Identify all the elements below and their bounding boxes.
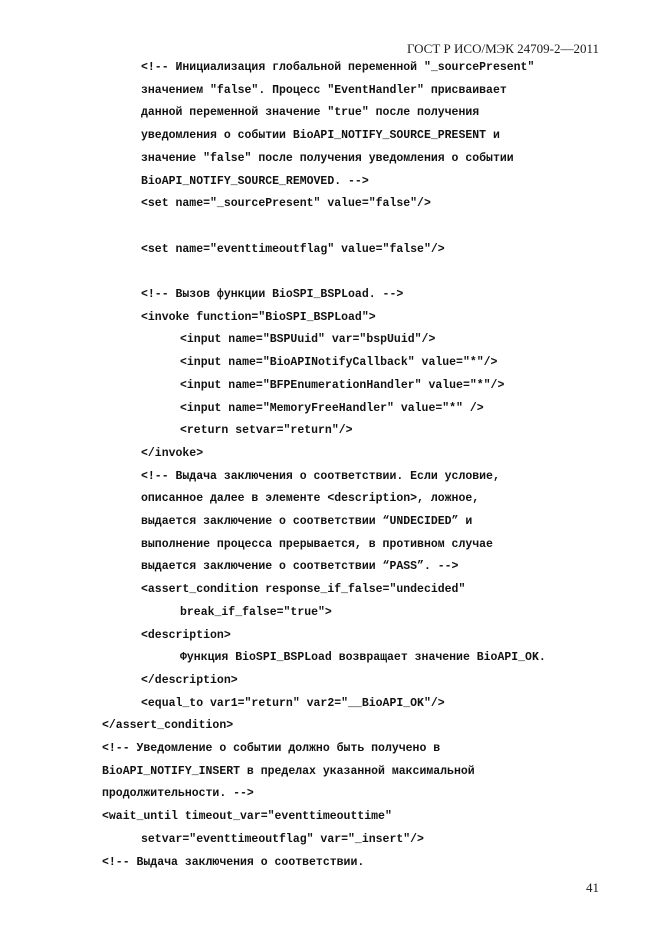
code-line: </assert_condition> [102,719,234,733]
code-line: <!-- Выдача заключения о соответствии. [102,855,365,869]
code-line: <equal_to var1="return" var2="__BioAPI_OK"/> [141,696,445,710]
code-line: <input name="BioAPINotifyCallback" value="*"/> [180,356,498,370]
code-line: <!-- Вызов функции BioSPI_BSPLoad. --> [141,288,404,301]
code-line: <description> [141,628,231,642]
code-line: выдается заключение о соответствии “PASS”. --> [141,560,459,574]
code-line: значением "false". Процесс "EventHandler" присваивает [141,83,507,97]
code-line: <input name="BSPUuid" var="bspUuid"/> [180,333,436,347]
code-line: значение "false" после получения уведомления о событии [141,151,514,165]
code-line: </invoke> [141,446,204,460]
code-line: <wait_until timeout_var="eventtimeouttime" [102,810,392,824]
code-line: <set name="eventtimeoutflag" value="false"/> [141,242,445,256]
code-line: BioAPI_NOTIFY_SOURCE_REMOVED. --> [141,174,369,188]
code-line: <set name="_sourcePresent" value="false"/> [141,197,431,211]
standard-header: ГОСТ Р ИСО/МЭК 24709-2—2011 [406,41,599,56]
code-line: </description> [141,673,238,687]
code-line: <!-- Выдача заключения о соответствии. Если условие, [141,469,500,483]
code-line: <assert_condition response_if_false="undecided" [141,583,466,597]
code-line: <return setvar="return"/> [180,424,353,438]
code-line: уведомления о событии BioAPI_NOTIFY_SOURCE_PRESENT и [141,129,500,143]
code-line: break_if_false="true"> [180,605,332,619]
code-line: setvar="eventtimeoutflag" var="_insert"/> [141,832,424,846]
code-line: <!-- Уведомление о событии должно быть получено в [102,742,441,755]
code-line: продолжительности. --> [102,787,254,801]
code-line: <input name="BFPEnumerationHandler" value="*"/> [180,378,505,392]
code-line: <input name="MemoryFreeHandler" value="*" /> [180,401,484,415]
code-line: BioAPI_NOTIFY_INSERT в пределах указанной максимальной [102,764,475,778]
code-line: <!-- Инициализация глобальной переменной "_sourcePresent" [141,61,535,74]
code-line: описанное далее в элементе <description>, ложное, [141,492,480,506]
code-line: Функция BioSPI_BSPLoad возвращает значение BioAPI_OK. [180,651,546,665]
code-line: выполнение процесса прерывается, в противном случае [141,537,493,551]
code-line: <invoke function="BioSPI_BSPLoad"> [141,310,376,324]
code-line: данной переменной значение "true" после получения [141,106,480,120]
page-number: 41 [586,880,599,895]
code-line: выдается заключение о соответствии “UNDECIDED” и [141,515,473,528]
